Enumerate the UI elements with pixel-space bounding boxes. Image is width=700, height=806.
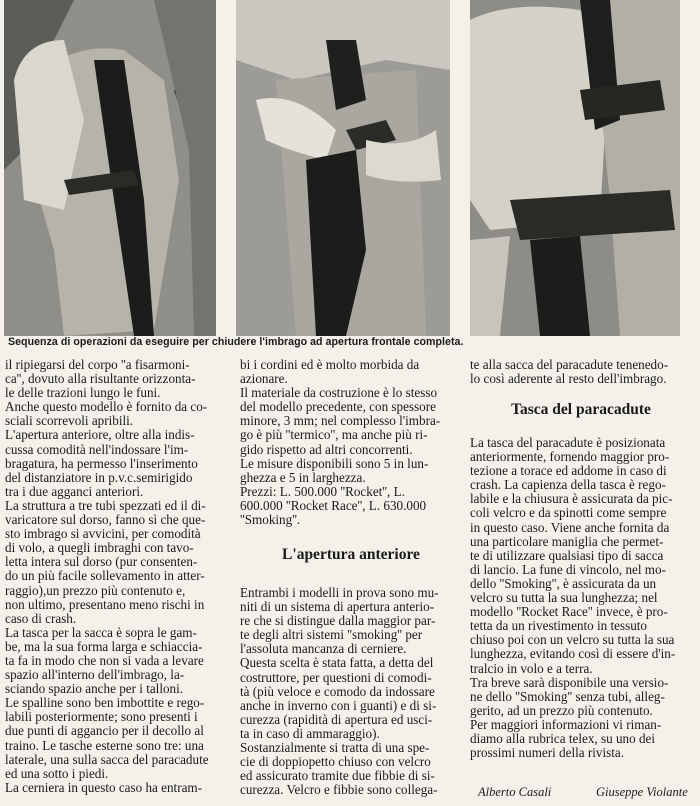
text-line: anteriormente, fornendo maggior pro- <box>470 449 670 465</box>
text-line: chiuso poi con un velcro su tutta la sua <box>470 632 675 648</box>
text-line: laterale, una sulla sacca del paracadute <box>5 751 209 767</box>
text-line: una particolare maniglia che permet- <box>470 533 664 549</box>
text-line: La tasca del paracadute è posizionata <box>470 435 666 450</box>
text-line: del distanziatore in p.v.c.semirigido <box>5 469 193 485</box>
text-line: letta intera sul dorso (pur consenten- <box>5 554 198 570</box>
text-line: l'assoluta mancanza di cerniere. <box>240 641 407 657</box>
text-line: varicatore sul dorso, fanno sì che que- <box>5 512 206 528</box>
text-column-1 <box>5 358 228 795</box>
section-heading-apertura: L'apertura anteriore <box>282 546 420 563</box>
text-line: crash. La capienza della tasca è rego- <box>470 477 666 493</box>
text-line: tralcio in volo e a terra. <box>470 660 593 676</box>
text-line: Entrambi i modelli in prova sono mu- <box>240 585 439 600</box>
text-line: cussa comodità nell'indossare l'im- <box>5 441 189 457</box>
text-line: La cerniera in questo caso ha entram- <box>5 779 203 795</box>
text-line: sciando spazio anche per i talloni. <box>5 681 184 697</box>
text-line: costruttore, per questioni di comodi- <box>240 669 432 685</box>
harness-photo-1 <box>4 0 216 336</box>
text-line: dello ''Smoking'', è assicurata da un <box>470 575 657 591</box>
text-line: labili posteriormente; sono presenti i <box>5 709 198 725</box>
text-line: non ultimo, presentano meno rischi in <box>5 596 205 612</box>
text-line: te degli altri sistemi ''smoking'' per <box>240 627 423 643</box>
text-line: La struttura a tre tubi spezzati ed il di- <box>5 497 206 513</box>
text-column-2 <box>240 358 462 527</box>
text-line: Per maggiori informazioni vi riman- <box>470 716 662 732</box>
text-line: Le misure disponibili sono 5 in lun- <box>240 455 429 471</box>
text-line: spazio all'interno dell'imbrago, la- <box>5 667 185 683</box>
text-line: prossimi numeri della rivista. <box>470 745 625 761</box>
text-line: Prezzi: L. 500.000 ''Rocket'', L. <box>240 483 405 499</box>
text-line: raggio),un prezzo più contenuto e, <box>5 582 186 598</box>
text-line: di lancio. La fune di vincolo, nel mo- <box>470 561 666 577</box>
text-line: te alla sacca del paracadute tenenedo- <box>470 357 669 372</box>
text-line: traino. Le tasche esterne sono tre: una <box>5 737 204 753</box>
text-line: Questa scelta è stata fatta, a detta del <box>240 655 434 671</box>
text-line: le delle trazioni lungo le funi. <box>5 385 161 401</box>
text-line: il ripiegarsi del corpo ''a fisarmoni- <box>5 357 190 372</box>
text-line: bi i cordini ed è molto morbida da <box>240 357 420 372</box>
text-line: ta fa in modo che non si vada a levare <box>5 652 204 668</box>
text-line: anche in inverno con i guanti) e di si- <box>240 697 437 713</box>
text-line: Le spalline sono ben imbottite e rego- <box>5 695 205 711</box>
harness-photo-3 <box>470 0 680 336</box>
photo-strip <box>4 0 680 336</box>
text-line: re che si distingue dalla maggior par- <box>240 613 436 629</box>
text-line: niti di un sistema di apertura anterio- <box>240 599 435 615</box>
text-line: Tra breve sarà disponibile una versio- <box>470 674 669 690</box>
text-line: caso di crash. <box>5 610 77 626</box>
text-line: tezione a torace ed addome in caso di <box>470 463 667 479</box>
text-column-2b <box>240 586 462 797</box>
section-heading-tasca: Tasca del paracadute <box>511 401 651 418</box>
text-line: sciali scorrevoli apribili. <box>5 413 134 429</box>
text-line: Il materiale da costruzione è lo stesso <box>240 385 438 401</box>
text-line: Anche questo modello è fornito da co- <box>5 399 208 415</box>
text-line: modello ''Rocket Race'' invece, è pro- <box>470 604 668 620</box>
text-line: lo così aderente al resto dell'imbrago. <box>470 371 667 387</box>
text-line: minore, 3 mm; nel complesso l'imbra- <box>240 413 441 429</box>
text-line: diamo alla rubrica telex, su uno dei <box>470 730 656 746</box>
text-line: ghezza e 5 in larghezza. <box>240 469 366 485</box>
text-line: gido rispetto ad altri concorrenti. <box>240 441 413 457</box>
text-line: tra i due agganci anteriori. <box>5 483 144 499</box>
text-line: te di utilizzare qualsiasi tipo di sacca <box>470 547 664 563</box>
text-line: due punti di aggancio per il decollo al <box>5 723 204 739</box>
text-line: cie di doppiopetto chiuso con velcro <box>240 754 431 770</box>
author-2: Giuseppe Violante <box>596 785 688 799</box>
text-line: tetta da un rivestimento in tessuto <box>470 618 648 634</box>
text-line: ne dello ''Smoking'' senza tubi, alleg- <box>470 688 665 704</box>
text-line: azionare. <box>240 371 288 387</box>
text-line: do un più facile sollevamento in atter- <box>5 568 205 584</box>
text-line: go è più ''termico'', ma anche più ri- <box>240 427 428 443</box>
text-line: L'apertura anteriore, oltre alla indis- <box>5 427 195 443</box>
text-line: labile e la chiusura è assicurata da pic- <box>470 491 673 507</box>
text-line: bragatura, ha permesso l'inserimento <box>5 455 198 471</box>
text-line: ''Smoking''. <box>240 512 301 528</box>
photo-caption: Sequenza di operazioni da eseguire per chiudere l'imbrago ad apertura frontale completa. <box>8 336 464 348</box>
text-line: lunghezza, evitando così di essere d'in- <box>470 646 676 662</box>
text-line: gerito, ad un prezzo più contenuto. <box>470 702 653 718</box>
text-line: del modello precedente, con spessore <box>240 399 436 415</box>
text-line: coli velcro e da spinotti come sempre <box>470 505 667 521</box>
text-line: ca'', dovuto alla risultante orizzonta- <box>5 371 196 387</box>
text-line: in questo caso. Viene anche fornita da <box>470 519 670 535</box>
text-line: di volo, a quegli imbraghi con tavo- <box>5 540 194 556</box>
text-line: 600.000 ''Rocket Race'', L. 630.000 <box>240 497 427 513</box>
text-line: ed assicurato tramite due fibbie di si- <box>240 768 435 784</box>
text-line: sto imbrago si avvicini, per comodità <box>5 526 201 542</box>
text-line: La tasca per la sacca è sopra le gam- <box>5 624 197 640</box>
text-line: curezza (rapidità di apertura ed usci- <box>240 711 433 727</box>
author-1: Alberto Casali <box>478 785 552 799</box>
text-line: velcro su tutta la sua lunghezza; nel <box>470 590 658 606</box>
text-line: ta in caso di ammaraggio). <box>240 725 380 741</box>
harness-photo-2 <box>236 0 450 336</box>
text-line: Sostanzialmente si tratta di una spe- <box>240 740 430 756</box>
text-column-3 <box>470 358 692 386</box>
text-line: tà (più veloce e comodo da indossare <box>240 683 435 699</box>
text-line: curezza. Velcro e fibbie sono collega- <box>240 782 438 798</box>
text-line: be, ma la sua forma larga e schiaccia- <box>5 638 203 654</box>
text-column-3b <box>470 436 692 760</box>
text-line: ed una sotto i piedi. <box>5 765 109 781</box>
